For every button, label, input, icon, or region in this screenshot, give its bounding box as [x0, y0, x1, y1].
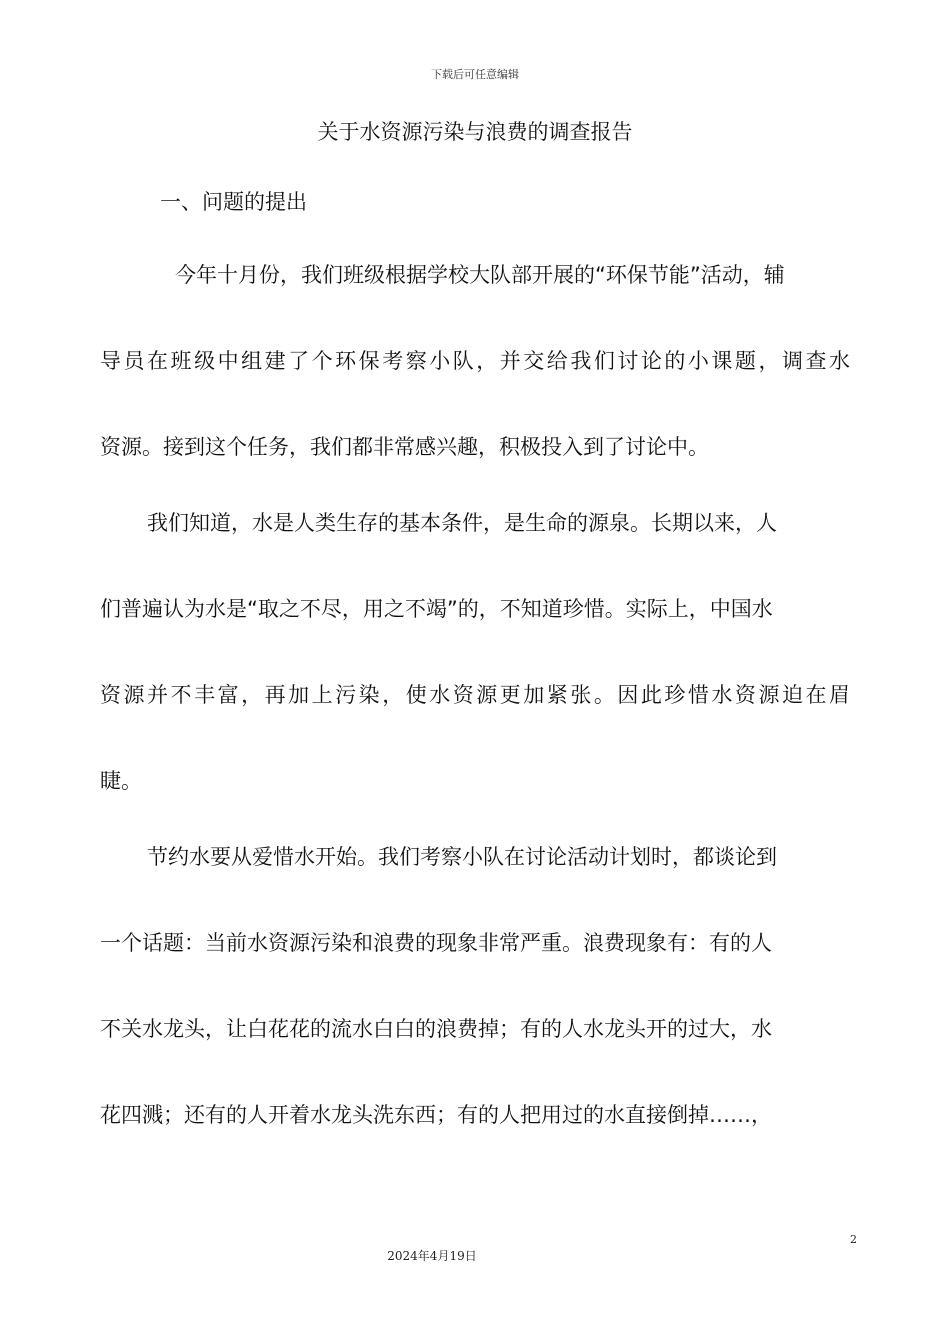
paragraph-line: 我们知道，水是人类生存的基本条件，是生命的源泉。长期以来，人 [147, 511, 777, 535]
page-number: 2 [850, 1233, 857, 1246]
paragraph-line: 们普遍认为水是“取之不尽，用之不竭”的，不知道珍惜。实际上，中国水 [100, 597, 773, 621]
footer-date: 2024年4月19日 [387, 1249, 477, 1263]
paragraph-line: 资源。接到这个任务，我们都非常感兴趣，积极投入到了讨论中。 [100, 435, 709, 459]
paragraph-line: 资源并不丰富，再加上污染，使水资源更加紧张。因此珍惜水资源迫在眉 [100, 683, 850, 707]
paragraph-line: 今年十月份，我们班级根据学校大队部开展的“环保节能”活动，辅 [175, 263, 785, 287]
paragraph-line: 节约水要从爱惜水开始。我们考察小队在讨论活动计划时，都谈论到 [147, 845, 777, 869]
paragraph-line: 不关水龙头，让白花花的流水白白的浪费掉；有的人水龙头开的过大，水 [100, 1017, 772, 1041]
paragraph-line: 一个话题：当前水资源污染和浪费的现象非常严重。浪费现象有：有的人 [100, 931, 772, 955]
paragraph-line: 导员在班级中组建了个环保考察小队，并交给我们讨论的小课题，调查水 [100, 349, 850, 373]
paragraph-line: 花四溅；还有的人开着水龙头洗东西；有的人把用过的水直接倒掉……， [100, 1103, 772, 1127]
section-heading: 一、问题的提出 [160, 190, 307, 214]
document-title: 关于水资源污染与浪费的调查报告 [317, 120, 633, 144]
paragraph-line: 睫。 [100, 769, 142, 793]
header-note: 下载后可任意编辑 [431, 68, 519, 81]
